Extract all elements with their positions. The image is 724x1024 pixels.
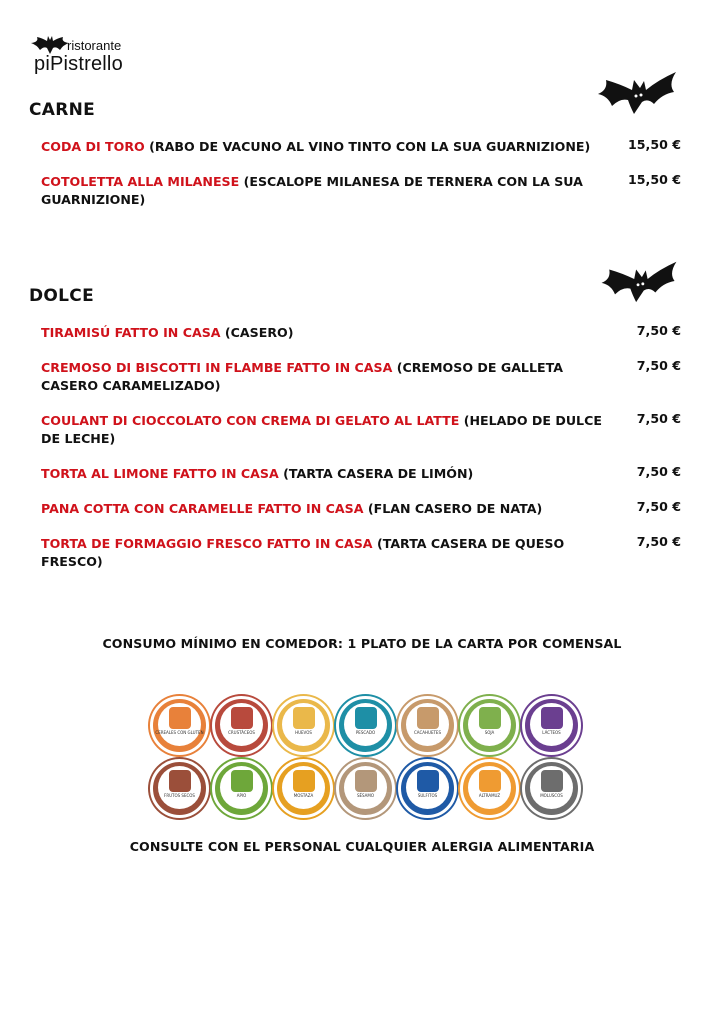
mustard-icon (293, 770, 315, 792)
dish-price: 15,50 € (628, 137, 681, 152)
sesame-badge (336, 759, 395, 818)
dish-price: 7,50 € (636, 358, 681, 373)
dish-name: TIRAMISÚ FATTO IN CASA (41, 325, 221, 340)
tree-nuts-badge (150, 759, 209, 818)
sulphites-icon (417, 770, 439, 792)
allergen-legend (150, 696, 590, 822)
dish-name: CREMOSO DI BISCOTTI IN FLAMBE FATTO IN CASA (41, 360, 393, 375)
restaurant-logo (30, 32, 140, 78)
dish-price: 7,50 € (636, 323, 681, 338)
dish-name: PANA COTTA CON CARAMELLE FATTO IN CASA (41, 501, 364, 516)
dish-name: TORTA AL LIMONE FATTO IN CASA (41, 466, 279, 481)
egg-icon (293, 707, 315, 729)
dish-price: 7,50 € (636, 464, 681, 479)
menu-item (41, 359, 681, 395)
dish-price: 15,50 € (628, 172, 681, 187)
dish-description: (FLAN CASERO DE NATA) (363, 501, 543, 516)
dish-description: (TARTA CASERA DE QUESO FRESCO) (41, 536, 565, 569)
fish-badge (336, 696, 395, 755)
allergen-label: SULFITOS (417, 793, 438, 798)
fish-icon (355, 707, 377, 729)
menu-item (41, 500, 681, 518)
allergen-label: PESCADO (355, 730, 376, 735)
mustard-badge (274, 759, 333, 818)
dairy-badge (522, 696, 581, 755)
soy-badge (460, 696, 519, 755)
lupin-badge (460, 759, 519, 818)
menu-item (41, 465, 681, 483)
peanut-icon (417, 707, 439, 729)
logo-line-2: piPistrello (34, 53, 123, 75)
allergy-notice: CONSULTE CON EL PERSONAL CUALQUIER ALERGIA ALIMENTARIA (129, 839, 595, 854)
section-title-carne: CARNE (29, 100, 96, 120)
bat-decoration-icon (596, 66, 678, 116)
sesame-icon (355, 770, 377, 792)
dish-description: (CREMOSO DE GALLETA CASERO CARAMELIZADO) (41, 360, 563, 393)
dish-description: (ESCALOPE MILANESA DE TERNERA CON LA SUA GUARNIZIONE) (41, 174, 583, 207)
dish-price: 7,50 € (636, 411, 681, 426)
allergen-label: HUEVOS (295, 730, 312, 735)
allergen-row (150, 696, 590, 755)
logo-line-1: ristorante (67, 38, 122, 53)
molluscs-badge (522, 759, 581, 818)
section-title-dolce: DOLCE (29, 286, 94, 306)
dish-name: COULANT DI CIOCCOLATO CON CREMA DI GELATO AL LATTE (41, 413, 460, 428)
dish-description: (TARTA CASERA DE LIMÓN) (278, 466, 474, 481)
wheat-icon (169, 707, 191, 729)
minimum-consumption-notice: CONSUMO MÍNIMO EN COMEDOR: 1 PLATO DE LA CARTA POR COMENSAL (102, 636, 622, 651)
eggs-badge (274, 696, 333, 755)
soy-icon (479, 707, 501, 729)
menu-item (41, 324, 681, 342)
dish-price: 7,50 € (636, 534, 681, 549)
dish-price: 7,50 € (636, 499, 681, 514)
dish-name: CODA DI TORO (41, 139, 145, 154)
cereals-gluten-badge (150, 696, 209, 755)
allergen-label: ALTRAMUZ (478, 793, 501, 798)
allergen-row (150, 759, 590, 818)
celery-badge (212, 759, 271, 818)
nut-icon (169, 770, 191, 792)
mollusc-icon (541, 770, 563, 792)
menu-item (41, 535, 681, 571)
dish-name: COTOLETTA ALLA MILANESE (41, 174, 240, 189)
allergen-label: FRUTOS SECOS (164, 793, 195, 798)
allergen-label: MOSTAZA (293, 793, 314, 798)
menu-list-carne (41, 138, 681, 209)
allergen-label: SOJA (484, 730, 495, 735)
allergen-label: LÁCTEOS (542, 730, 561, 735)
menu-list-dolce (41, 324, 681, 571)
bat-decoration-icon (598, 256, 680, 304)
allergen-label: CRUSTÁCEOS (228, 730, 255, 735)
dish-name: TORTA DE FORMAGGIO FRESCO FATTO IN CASA (41, 536, 373, 551)
menu-item (41, 138, 681, 156)
sulphites-badge (398, 759, 457, 818)
menu-item (41, 412, 681, 448)
allergen-label: CACAHUETES (414, 730, 441, 735)
milk-icon (541, 707, 563, 729)
dish-description: (CASERO) (220, 325, 294, 340)
peanuts-badge (398, 696, 457, 755)
menu-item (41, 173, 681, 209)
allergen-label: APIO (236, 793, 247, 798)
celery-icon (231, 770, 253, 792)
allergen-label: SÉSAMO (356, 793, 374, 798)
lupin-icon (479, 770, 501, 792)
allergen-label: CEREALES CON GLUTEN (155, 730, 204, 735)
shrimp-icon (231, 707, 253, 729)
dish-description: (RABO DE VACUNO AL VINO TINTO CON LA SUA GUARNIZIONE) (144, 139, 591, 154)
allergen-label: MOLUSCOS (540, 793, 563, 798)
dish-description: (HELADO DE DULCE DE LECHE) (41, 413, 602, 446)
crustaceans-badge (212, 696, 271, 755)
